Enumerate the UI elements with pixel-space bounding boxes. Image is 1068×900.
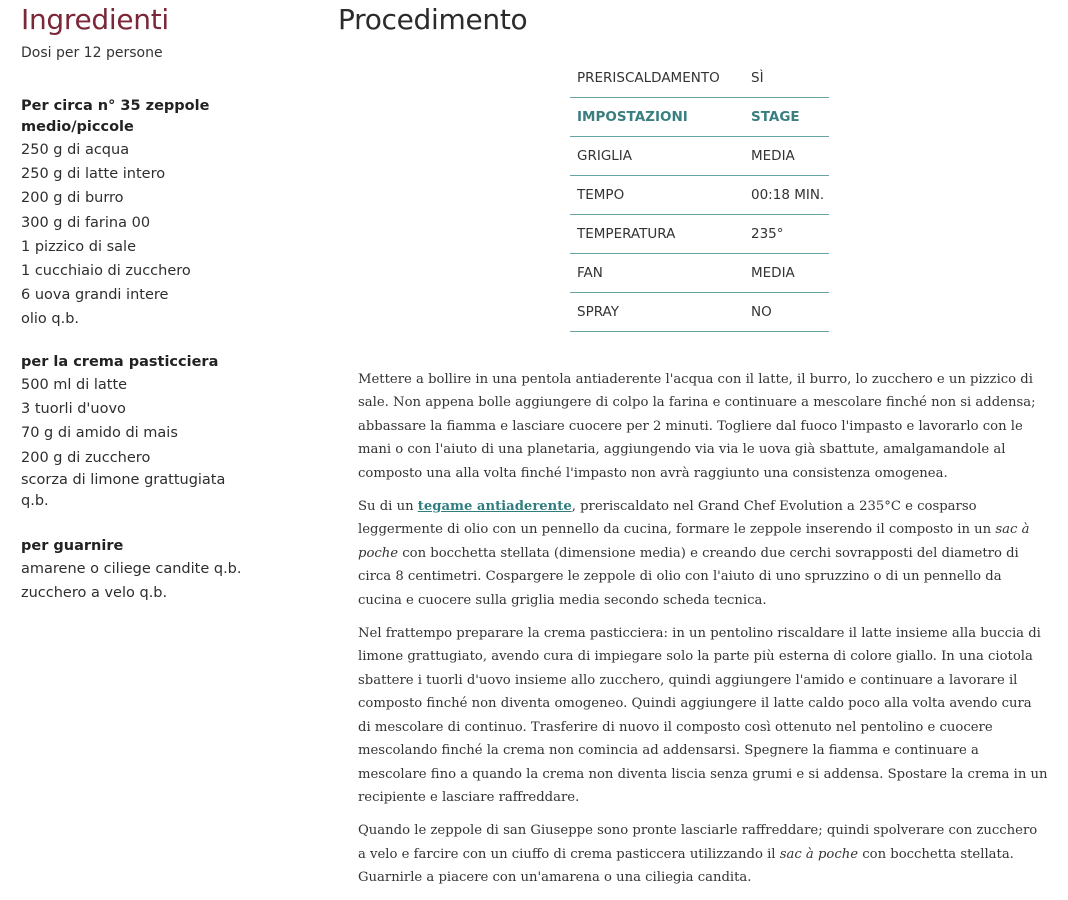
table-row [570,176,829,215]
procedure-paragraph: Nel frattempo preparare la crema pasticciera: in un pentolino riscaldare il latte insieme alla buccia di limone grattugiato, avendo cura di impiegare solo la parte più esterna di colore giallo. In una ciotola sbattere i tuorli d'uovo insieme allo zucchero, quindi aggiungere l'amido e continuare a lavorare il composto finché non diventa omogeneo. Quindi aggiungere il latte caldo poco alla volta avendo cura di mescolare di continuo. Trasferire di nuovo il composto così ottenuto nel pentolino e cuocere mescolando finché la crema non comincia ad addensarsi. Spegnere la fiamma e continuare a mescolare fino a quando la crema non diventa liscia senza grumi e si addensa. Spostare la crema in un recipiente e lasciare raffreddare. [358,626,1048,805]
table-row [570,137,829,176]
table-row [570,293,829,332]
procedure-paragraph [358,819,1048,889]
text-span: con bocchetta stellata (dimensione media) e creando due cerchi sovrapposti del diametro di circa 8 centimetri. Cospargere le zeppole di olio con l'aiuto di uno spruzzino o di un pennello da cucina e cuocere sulla griglia media secondo scheda tecnica. [358,545,1019,608]
procedure-paragraph: Mettere a bollire in una pentola antiaderente l'acqua con il latte, il burro, lo zucchero e un pizzico di sale. Non appena bolle aggiungere di colpo la farina e continuare a mescolare finché non si addensa; abbassare la fiamma e lasciare cuocere per 2 minuti. Togliere dal fuoco l'impasto e lavorarlo con le mani o con l'aiuto di una planetaria, aggiungendo via via le uova già sbattute, amalgamandole al composto una alla volta finché l'impasto non avrà raggiunto una consistenza omogenea. [358,372,1036,481]
setting-key: TEMPO [570,176,744,215]
ingredient-item: 200 g di burro [21,190,124,207]
text-span: con bocchetta stellata. Guarnirle a piacere con un'amarena o una ciliegia candita. [358,846,1014,886]
doses-label: Dosi per 12 persone [21,45,163,61]
setting-value: STAGE [744,98,829,137]
setting-key: TEMPERATURA [570,215,744,254]
table-row [570,254,829,293]
group-title: Per circa n° 35 zeppole medio/piccole [21,98,210,135]
ingredient-group-crema [21,352,281,512]
setting-value: 235° [744,215,829,254]
emphasis-text: sac à poche [779,846,859,862]
table-row [570,215,829,254]
tegame-antiaderente-link[interactable]: tegame antiaderente [417,499,572,515]
table-header-row [570,98,829,137]
ingredients-title: Ingredienti [21,3,169,36]
ingredient-item: 200 g di zucchero [21,449,151,466]
text-span: Su di un [358,499,418,515]
ingredient-item: amarene o ciliege candite q.b. [21,561,242,577]
setting-key: GRIGLIA [570,137,744,176]
setting-key: PRERISCALDAMENTO [570,59,744,98]
group-title: per guarnire [21,538,124,554]
table-row [570,59,829,98]
ingredient-item: 3 tuorli d'uovo [21,401,126,418]
ingredient-item: scorza di limone grattugiata q.b. [21,471,226,509]
setting-value: 00:18 MIN. [744,176,829,215]
ingredient-item: 250 g di latte intero [21,166,166,183]
ingredient-item: 250 g di acqua [21,142,130,158]
ingredient-group-zeppole [21,96,281,332]
setting-key: IMPOSTAZIONI [570,98,744,137]
procedure-paragraph [358,495,1048,612]
procedure-text [358,368,1048,900]
setting-value: NO [744,293,829,332]
text-span: , preriscaldato nel Grand Chef Evolution a 235°C e cosparso leggermente di olio con un pennello da cucina, formare le zeppole inserendo il composto in un [358,499,996,538]
ingredient-item: 6 uova grandi intere [21,287,169,304]
procedure-title: Procedimento [338,3,528,36]
oven-settings-table [570,59,829,332]
ingredient-item: olio q.b. [21,311,80,328]
ingredient-item: 1 cucchiaio di zucchero [21,263,191,280]
setting-value: MEDIA [744,254,829,293]
setting-value: SÌ [744,59,829,98]
ingredient-group-guarnire [21,536,281,605]
setting-key: FAN [570,254,744,293]
setting-value: MEDIA [744,137,829,176]
ingredient-item: 1 pizzico di sale [21,238,137,255]
ingredient-item: 500 ml di latte [21,377,128,393]
setting-key: SPRAY [570,293,744,332]
text-span: Quando le zeppole di san Giuseppe sono pronte lasciarle raffreddare; quindi spolverare con zucchero a velo e farcire con un ciuffo di crema pasticcera utilizzando il [358,823,1038,862]
ingredient-item: 70 g di amido di mais [21,425,178,442]
group-title: per la crema pasticciera [21,354,219,370]
emphasis-text: sac à poche [358,522,1030,561]
ingredient-item: 300 g di farina 00 [21,214,151,231]
ingredient-item: zucchero a velo q.b. [21,585,168,602]
